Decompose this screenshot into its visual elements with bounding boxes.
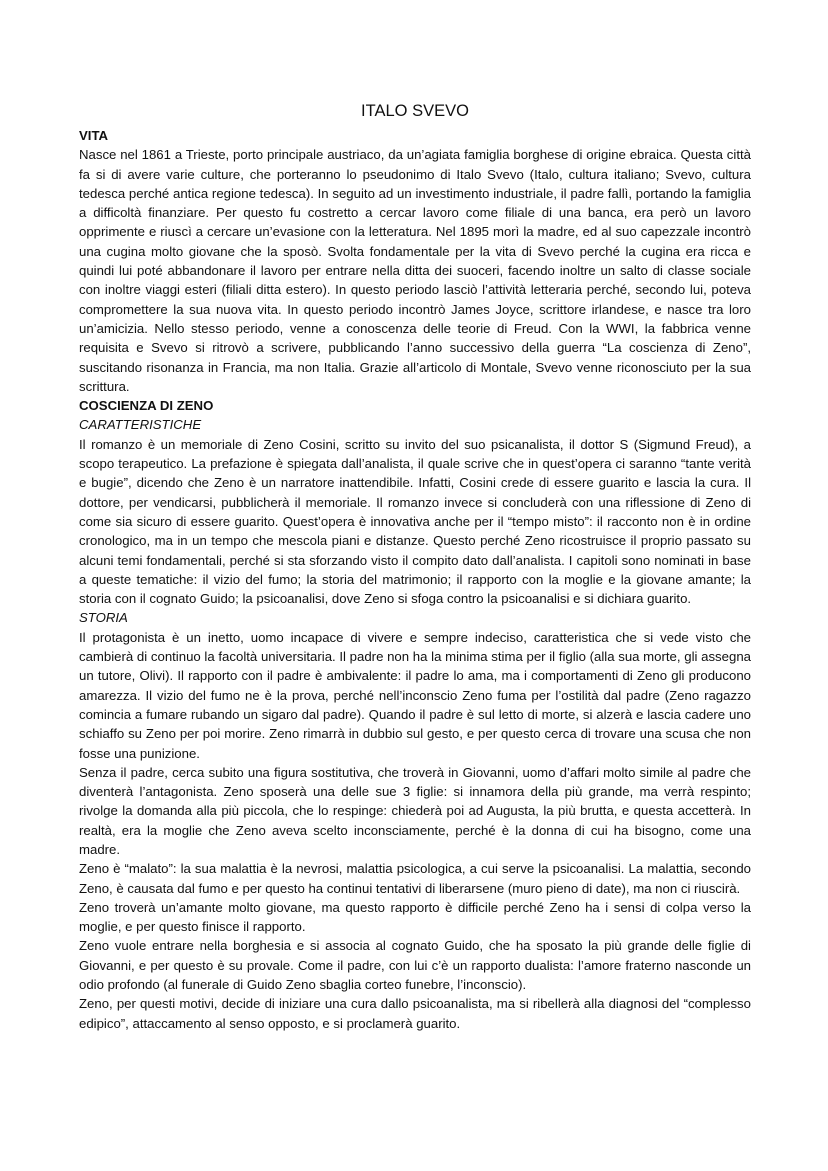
- section-heading-coscienza: COSCIENZA DI ZENO: [79, 398, 214, 414]
- paragraph-storia-6: Zeno, per questi motivi, decide di iniziare una cura dallo psicoanalista, ma si ribellerà alla diagnosi del “complesso edipico”, attaccamento al senso opposto, e si proclamerà guarito.: [79, 996, 751, 1031]
- section-coscienza: [79, 396, 751, 1033]
- paragraph-storia-2: Senza il padre, cerca subito una figura sostitutiva, che troverà in Giovanni, uomo d’affari molto simile al padre che diventerà l’antagonista. Zeno sposerà una delle sue 3 figlie: si innamora della più grande, ma verrà respinto; rivolge la domanda alla più piccola, che lo respinge: chiederà poi ad Augusta, la più brutta, e questa accetterà. In realtà, era la moglie che Zeno aveva scelto inconsciamente, perché è la donna di cui ha bisogno, come una madre.: [79, 764, 751, 857]
- paragraph-vita: Nasce nel 1861 a Trieste, porto principale austriaco, da un’agiata famiglia borghese di origine ebraica. Questa città fa si di avere varie culture, che porteranno lo pseudonimo di Italo Svevo (Italo, cultura italiano; Svevo, cultura tedesca perché antica regione tedesca). In seguito ad un investimento industriale, il padre fallì, portando la famiglia a difficoltà finanziare. Per questo fu costretto a cercar lavoro come filiale di una banca, era però un lavoro opprimente e riuscì a cercare un’evasione con la letteratura. Nel 1895 morì la madre, ed al suo capezzale incontrò una cugina molto giovane che la sposò. Svolta fondamentale per la vita di Svevo perché la cugina era ricca e quindi lui poté abbandonare il lavoro per entrare nella ditta dei suoceri, facendo inoltre un salto di classe sociale con inoltre viaggi esteri (filiali ditta estero). In questo periodo lasciò l’attività letteraria perché, secondo lui, poteva compromettere la sua nuova vita. In questo periodo incontrò James Joyce, scrittore irlandese, e nasce tra loro un’amicizia. Nello stesso periodo, venne a conoscenza delle teorie di Freud. Con la WWI, la fabbrica venne requisita e Svevo si ritrovò a scrivere, pubblicando l’anno successivo della guerra “La coscienza di Zeno”, suscitando risonanza in Francia, ma non Italia. Grazie all’articolo di Montale, Svevo venne riconosciuto per la sua scrittura.: [79, 147, 751, 394]
- paragraph-storia-4: Zeno troverà un’amante molto giovane, ma questo rapporto è difficile perché Zeno ha i sensi di colpa verso la moglie, e per questo finisce il rapporto.: [79, 899, 751, 935]
- document-page: [79, 100, 751, 1033]
- paragraph-storia-1: Il protagonista è un inetto, uomo incapace di vivere e sempre indeciso, caratteristica che si vede visto che cambierà di continuo la facoltà universitaria. Il padre non ha la minima stima per il figlio (alla sua morte, gli assegna un tutore, Olivi). Il rapporto con il padre è ambivalente: il padre lo ama, ma i comportamenti di Zeno gli producono amarezza. Il vizio del fumo ne è la prova, perché nell’inconscio Zeno fuma per l’ostilità dal padre (Zeno ragazzo comincia a fumare rubando un sigaro dal padre). Quando il padre è sul letto di morte, si alzerà e lascia cadere uno schiaffo su Zeno per poi morire. Zeno rimarrà in dubbio sul gesto, e per questo cerca di trovare una scusa che non fosse una punizione.: [79, 629, 751, 761]
- paragraph-storia-3: Zeno è “malato”: la sua malattia è la nevrosi, malattia psicologica, a cui serve la psicoanalisi. La malattia, secondo Zeno, è causata dal fumo e per questo ha continui tentativi di liberarsene (muro pieno di date), ma non ci riuscirà.: [79, 861, 751, 896]
- section-vita: [79, 126, 751, 396]
- paragraph-caratteristiche: Il romanzo è un memoriale di Zeno Cosini, scritto su invito del suo psicanalista, il dottor S (Sigmund Freud), a scopo terapeutico. La prefazione è spiegata dall’analista, il quale scrive che in quest’opera ci saranno “tante verità e bugie”, dicendo che Zeno è un narratore inattendibile. Infatti, Cosini crede di essere guarito e lascia la cura. Il dottore, per vendicarsi, pubblicherà il memoriale. Il romanzo invece si concluderà con una riflessione di Zeno di come sia sicuro di essere guarito. Quest’opera è innovativa anche per il “tempo misto”: il racconto non è in ordine cronologico, ma in un tempo che mescola piani e distanze. Questo perché Zeno ricostruisce il proprio passato su alcuni temi fondamentali, perché si sta sforzando visto il compito dato dall’analista. I capitoli sono nominati in base a queste tematiche: il vizio del fumo; la storia del matrimonio; il rapporto con la moglie e la giovane amante; la storia con il cognato Guido; la psicoanalisi, dove Zeno si sfoga contro la psicoanalisi e si dichiara guarito.: [79, 436, 751, 607]
- paragraph-storia-5: Zeno vuole entrare nella borghesia e si associa al cognato Guido, che ha sposato la più grande delle figlie di Giovanni, e per questo è su provale. Come il padre, con lui c’è un rapporto dualista: l’amore fraterno nasconde un odio profondo (al funerale di Guido Zeno sbaglia corteo funebre, l’inconscio).: [79, 938, 751, 993]
- document-title: ITALO SVEVO: [361, 102, 469, 120]
- section-heading-vita: VITA: [79, 128, 109, 143]
- subheading-storia: STORIA: [79, 610, 128, 626]
- subheading-caratteristiche: CARATTERISTICHE: [79, 417, 202, 433]
